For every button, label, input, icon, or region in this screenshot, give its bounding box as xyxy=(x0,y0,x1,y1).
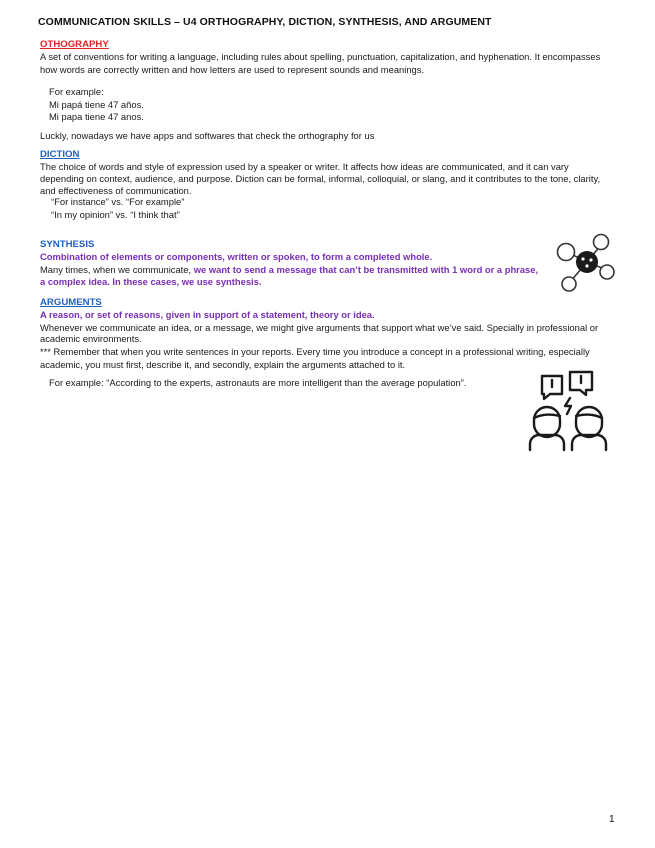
arguments-heading: ARGUMENTS xyxy=(40,297,102,308)
synthesis-text-plain: Many times, when we communicate, xyxy=(40,263,194,275)
synthesis-section xyxy=(40,238,540,289)
synthesis-heading: SYNTHESIS xyxy=(40,239,95,250)
orthography-definition: A set of conventions for writing a language, including rules about spelling, punctuation, capitalization, and hyphenation. It encompasses how words are correctly written and how letters are used to represent sounds and meanings. xyxy=(40,51,601,75)
orthography-note: Luckly, nowadays we have apps and softwares that check the orthography for us xyxy=(40,129,375,141)
page-title: COMMUNICATION SKILLS – U4 ORTHOGRAPHY, DICTION, SYNTHESIS, AND ARGUMENT xyxy=(38,16,492,28)
arguments-text: Whenever we communicate an idea, or a message, we might give arguments that support what we’ve said. Specially in professional or academic environments. xyxy=(40,321,599,345)
diction-example-1: “For instance” vs. “For example” xyxy=(51,196,185,208)
arguments-reminder: *** Remember that when you write sentences in your reports. Every time you introduce a concept in a professional writing, especially academic, you must first, describe it, and secondly, explain the arguments attached to it. xyxy=(40,346,590,370)
diction-section xyxy=(40,148,615,222)
orthography-example-2: Mi papa tiene 47 anos. xyxy=(49,111,144,123)
diction-definition: The choice of words and style of expression used by a speaker or writer. It affects how ideas are communicated, and it can vary depending on context, audience, and purpose. Diction can be formal, informal, colloquial, or slang, and it contributes to the tone, clarity, and effectiveness of communication. xyxy=(40,161,601,196)
diction-heading: DICTION xyxy=(40,149,80,160)
page-number: 1 xyxy=(609,814,615,825)
synthesis-text-emphasis: we want to send a message that can’t be transmitted with 1 word or a phrase, a complex idea. In these cases, we use synthesis. xyxy=(40,263,539,288)
arguments-definition: A reason, or set of reasons, given in support of a statement, theory or idea. xyxy=(40,309,375,320)
arguments-example: For example: “According to the experts, astronauts are more intelligent than the average population”. xyxy=(49,377,467,389)
network-nodes-icon xyxy=(554,232,616,294)
orthography-section xyxy=(40,38,615,143)
synthesis-text xyxy=(40,264,540,289)
synthesis-definition: Combination of elements or components, written or spoken, to form a completed whole. xyxy=(40,251,433,262)
orthography-example-1: Mi papá tiene 47 años. xyxy=(49,98,144,110)
orthography-heading: OTHOGRAPHY xyxy=(40,39,109,50)
debate-people-icon xyxy=(526,368,610,452)
orthography-example-label: For example: xyxy=(49,86,104,98)
diction-example-2: “In my opinion” vs. “I think that” xyxy=(51,208,180,220)
